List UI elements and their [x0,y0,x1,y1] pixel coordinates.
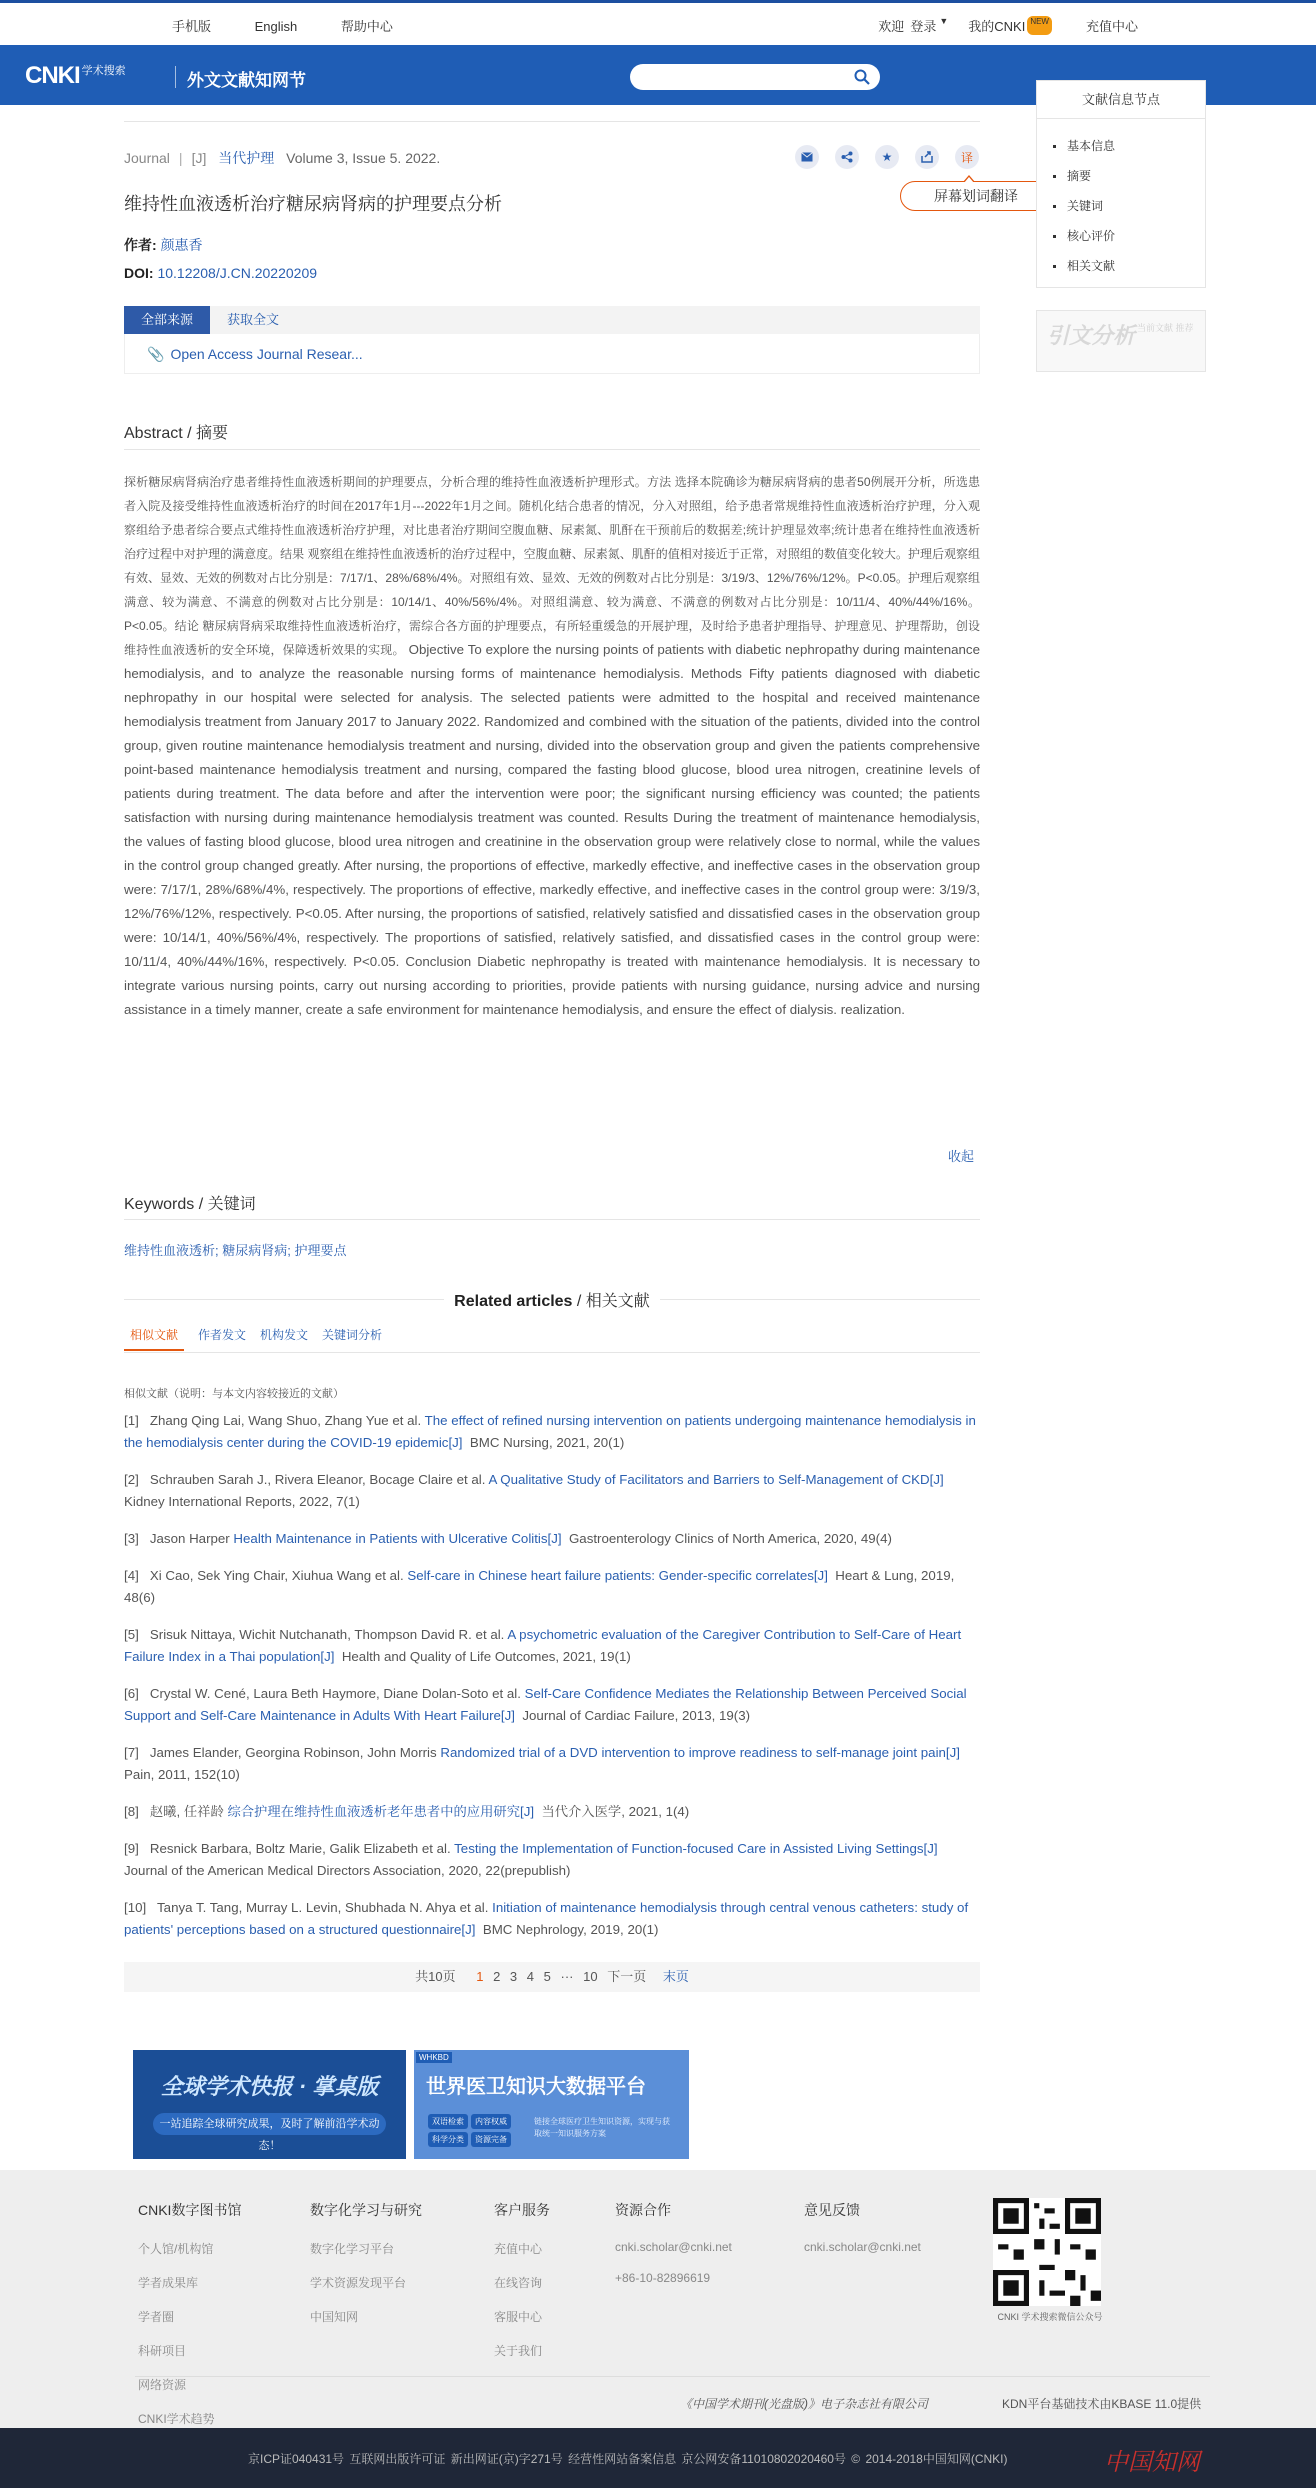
paperclip-icon: 📎 [147,346,165,362]
email-icon[interactable] [795,145,819,169]
search-icon[interactable] [854,69,870,85]
page-10[interactable]: 10 [583,1969,598,1984]
abstract-heading: Abstract / 摘要 [124,425,229,442]
journal-code: [J] [191,150,207,166]
list-item: [9] Resnick Barbara, Boltz Marie, Galik Elizabeth et al. Testing the Implementation of Function-focused Care in Assisted Living Settings[J] Journal of the American Medical Directors Association, 2020, 22(prepublish) [124,1841,938,1878]
keywords-heading: Keywords / 关键词 [124,1196,256,1213]
footer-col-cooperation: 资源合作 cnki.scholar@cnki.net +86-10-82896619 [615,2202,732,2285]
footer-col-library: CNKI数字图书馆 个人馆/机构馆 学者成果库 学者圈 科研项目 网络资源 CNKI学术趋势 [138,2202,242,2426]
abstract-zh: 探析糖尿病肾病治疗患者维持性血液透析期间的护理要点，分析合理的维持性血液透析护理形式。方法 选择本院确诊为糖尿病肾病的患者50例展开分析，所选患者入院及接受维持性血液透析治疗的时间在2017年1月---2022年1月之间。随机化结合患者的情况，分入对照组，给予患者常规维持性血液透析治疗护理，分入观察组给予患者综合要点式维持性血液透析治疗护理，对比患者治疗期间空腹血糖、尿素氮、肌酐在干预前后的数据差;统计护理显效率;统计患者在维持性血液透析治疗过程中对护理的满意度。结果 观察组在维持性血液透析的治疗过程中，空腹血糖、尿素氮、肌酐的值相对接近于正常，对照组的数值变化较大。护理后观察组有效、显效、无效的例数对占比分别是：7/17/1、28%/68%/4%。对照组有效、显效、无效的例数对占比分别是：3/19/3、12%/76%/12%。P<0.05。护理后观察组满意、较为满意、不满意的例数对占比分别是：10/14/1、40%/56%/4%。对照组满意、较为满意、不满意的例数对占比分别是：10/11/4、40%/44%/16%。P<0.05。结论 糖尿病肾病采取维持性血液透析治疗，需综合各方面的护理要点，有所轻重缓急的开展护理，及时给予患者护理指导、护理意见、护理帮助，创设维持性血液透析的安全环境，保障透析效果的实现。 [124,475,980,657]
reference-list [124,1410,980,1956]
list-item: [1] Zhang Qing Lai, Wang Shuo, Zhang Yue et al. The effect of refined nursing intervention on patients undergoing maintenance hemodialysis in the hemodialysis center during the COVID-19 epidemic[J] BMC Nursing, 2021, 20(1) [124,1413,976,1450]
page-3[interactable]: 3 [509,1969,518,1984]
next-page-button[interactable]: 下一页 [607,1969,647,1984]
related-heading: Related articles / 相关文献 [454,1293,650,1310]
nav-abstract[interactable]: 摘要 [1067,161,1205,191]
cnki-brand-logo: 中国知网 [1104,2448,1200,2476]
search-box [630,64,880,90]
welcome-text: 欢迎 [878,19,905,34]
bottom-bar [0,2428,1316,2488]
nav-related[interactable]: 相关文献 [1067,251,1205,281]
article-tools [795,145,979,169]
tab-get-fulltext[interactable]: 获取全文 [226,312,279,327]
site-name: 外文文献知网节 [187,71,306,90]
reference-title-link[interactable]: Initiation of maintenance hemodialysis through central venous catheters: study of patients' perceptions based on a structured questionnaire[J] [124,1900,969,1937]
article-title: 维持性血液透析治疗糖尿病肾病的护理要点分析 [124,194,502,214]
list-item: [6] Crystal W. Cené, Laura Beth Haymore, Diane Dolan-Soto et al. Self-Care Confidence Mediates the Relationship Between Perceived Social Support and Self-Care Maintenance in Adults With Heart Failure[J] Journal of Cardiac Failure, 2013, 19(3) [124,1686,967,1723]
doc-node-nav [1036,80,1206,288]
journal-meta: Journal | [J] 当代护理 Volume 3, Issue 5. 2022. [124,150,441,166]
abstract-text [124,470,980,1022]
page-ellipsis: ··· [560,1969,574,1984]
journal-name-link[interactable]: 当代护理 [218,150,275,166]
banner-academic-express[interactable]: 全球学术快报 · 掌桌版 一站追踪全球研究成果，及时了解前沿学术动态！ [133,2050,406,2159]
last-page-button[interactable]: 末页 [662,1969,689,1984]
tab-author-papers[interactable]: 作者发文 [198,1328,247,1342]
reference-title-link[interactable]: Testing the Implementation of Function-focused Care in Assisted Living Settings[J] [454,1841,938,1856]
list-item: [7] James Elander, Georgina Robinson, John Morris Randomized trial of a DVD intervention to improve readiness to self-manage joint pain[J] Pain, 2011, 152(10) [124,1745,960,1782]
nav-basic-info[interactable]: 基本信息 [1067,131,1205,161]
page-5[interactable]: 5 [543,1969,551,1984]
divider [124,1219,980,1220]
top-right-links [878,16,1138,35]
nav-core-evaluation[interactable]: 核心评价 [1067,221,1205,251]
doi-link[interactable]: 10.12208/J.CN.20220209 [157,265,318,281]
divider [124,121,980,122]
pagination [124,1962,980,1992]
kbase-text: KDN平台基础技术由KBASE 11.0提供 [1002,2397,1202,2411]
divider [124,1352,980,1353]
doc-node-nav-title: 文献信息节点 [1037,81,1205,119]
new-badge: NEW [1027,16,1052,35]
publisher-text: 《中国学术期刊(光盘版)》电子杂志社有限公司 [680,2397,928,2411]
chevron-down-icon[interactable]: ▼ [939,16,949,26]
recharge-link[interactable]: 充值中心 [1085,19,1138,34]
source-box [124,334,980,374]
mobile-link[interactable]: 手机版 [172,19,212,34]
login-link[interactable]: 登录 [910,19,937,34]
cnki-logo[interactable]: CNKI $^{学术搜索}$ [25,62,126,89]
star-icon[interactable]: ★ [875,145,899,169]
page-4[interactable]: 4 [526,1969,535,1984]
footer-col-feedback: 意见反馈 cnki.scholar@cnki.net [804,2202,921,2254]
doc-type: Journal [124,150,170,166]
related-tabs [124,1326,396,1351]
reference-title-link[interactable]: A Qualitative Study of Facilitators and Barriers to Self-Management of CKD[J] [488,1472,944,1487]
footer [0,2170,1316,2428]
license-text: 京ICP证040431号 互联网出版许可证 新出网证(京)字271号 经营性网站备案信息 京公网安备11010802020460号 © 2014-2018中国知网(CNKI) [248,2452,1008,2466]
my-cnki-link[interactable]: 我的CNKI [968,19,1026,34]
source-link[interactable]: 📎 Open Access Journal Resear... [147,346,363,362]
collapse-link[interactable]: 收起 [948,1149,975,1164]
nav-keywords[interactable]: 关键词 [1067,191,1205,221]
english-link[interactable]: English [254,19,298,34]
footer-col-learning: 数字化学习与研究 数字化学习平台 学术资源发现平台 中国知网 [310,2202,422,2324]
journal-volume: Volume 3, Issue 5. 2022. [286,150,441,166]
logo-divider [175,66,176,88]
reference-title-link[interactable]: Self-Care Confidence Mediates the Relationship Between Perceived Social Support and Self-Care Maintenance in Adults With Heart Failure[J] [124,1686,967,1723]
qr-code [993,2198,1101,2306]
reference-title-link[interactable]: Health Maintenance in Patients with Ulcerative Colitis[J] [233,1531,562,1546]
tab-all-sources[interactable]: 全部来源 [124,306,210,334]
page-1[interactable]: 1 [476,1969,484,1984]
list-item: [2] Schrauben Sarah J., Rivera Eleanor, Bocage Claire et al. A Qualitative Study of Facilitators and Barriers to Self-Management of CKD[J] Kidney International Reports, 2022, 7(1) [124,1472,944,1509]
reference-title-link[interactable]: Self-care in Chinese heart failure patients: Gender-specific correlates[J] [407,1568,828,1583]
translate-icon[interactable]: 译 [955,145,979,169]
top-bar [0,0,1316,45]
search-input[interactable] [644,64,854,90]
list-item: [10] Tanya T. Tang, Murray L. Levin, Shubhada N. Ahya et al. Initiation of maintenance hemodialysis through central venous catheters: study of patients' perceptions based on a structured questionnaire[J] BMC Nephrology, 2019, 20(1) [124,1900,969,1937]
doi-label: DOI: [124,265,154,281]
abstract-en: Objective To explore the nursing points of patients with diabetic nephropathy during maintenance hemodialysis, and to analyze the reasonable nursing forms of maintenance hemodialysis. Methods Fifty patients diagnosed with diabetic nephropathy in our hospital were selected for analysis. The selected patients were admitted to the hospital and received maintenance hemodialysis treatment from January 2017 to January 2022. Randomized and combined with the situation of the patients, divided into the control group, given routine maintenance hemodialysis treatment and nursing, divided into the observation group and given the patients comprehensive point-based maintenance hemodialysis treatment and nursing, compared the fasting blood glucose, blood urea nitrogen, creatinine levels of patients during treatment. The data before and after the intervention were poor; the significant nursing efficiency was counted; the patients satisfaction with nursing during maintenance hemodialysis treatment was counted. Results During the treatment of maintenance hemodialysis, the values of fasting blood glucose, blood urea nitrogen and creatinine in the observation group were relatively close to normal, while the values in the control group changed greatly. After nursing, the proportions of effective, markedly effective, and ineffective cases in the observation group were: 7/17/1, 28%/68%/4%, respectively. The proportions of effective, markedly effective, and ineffective cases in the control group were: 3/19/3, 12%/76%/12%, respectively. P<0.05. After nursing, the proportions of satisfied, relatively satisfied and dissatisfied cases in the observation group were: 10/14/1, 40%/56%/4%, respectively. The proportions of satisfied, relatively satisfied, and dissatisfied cases in the control group were: 10/11/4, 40%/44%/16%, respectively. P<0.05. Conclusion Diabetic nephropathy is treated with maintenance hemodialysis. It is necessary to integrate various nursing points, carry out nursing according to priorities, provide patients with nursing guidance, nursing advice and nursing assistance in a timely manner, create a safe environment for maintenance hemodialysis, and ensure the effect of dialysis. realization. [124,642,980,1017]
list-item: [8] 赵曦, 任祥龄 综合护理在维持性血液透析老年患者中的应用研究[J] 当代介入医学, 2021, 1(4) [124,1804,690,1819]
list-item: [4] Xi Cao, Sek Ying Chair, Xiuhua Wang et al. Self-care in Chinese heart failure patients: Gender-specific correlates[J] Heart & Lung, 2019, 48(6) [124,1568,955,1605]
author-link[interactable]: 颜惠香 [160,237,203,253]
export-icon[interactable] [915,145,939,169]
reference-title-link[interactable]: 综合护理在维持性血液透析老年患者中的应用研究[J] [227,1804,535,1819]
page-2[interactable]: 2 [493,1969,501,1984]
divider [135,2376,1210,2377]
reference-title-link[interactable]: Randomized trial of a DVD intervention to improve readiness to self-manage joint pain[J] [440,1745,960,1760]
page-total: 共10页 [415,1969,456,1984]
tab-institution-papers[interactable]: 机构发文 [260,1328,309,1342]
banner-medical-platform[interactable]: WHKBD 世界医卫知识大数据平台 双语检索 内容权威 科学分类 资源完备 链接全球医疗卫生知识资源，实现与获取统一知识服务方案 [414,2050,689,2159]
reference-title-link[interactable]: A psychometric evaluation of the Caregiver Contribution to Self-Care of Heart Failure Index in a Thai population[J] [124,1627,962,1664]
divider [124,449,980,450]
list-item: [5] Srisuk Nittaya, Wichit Nutchanath, Thompson David R. et al. A psychometric evaluation of the Caregiver Contribution to Self-Care of Heart Failure Index in a Thai population[J] Health and Quality of Life Outcomes, 2021, 19(1) [124,1627,962,1664]
reference-title-link[interactable]: The effect of refined nursing intervention on patients undergoing maintenance hemodialysis in the hemodialysis center during the COVID-19 epidemic[J] [124,1413,976,1450]
doi-line [124,265,317,281]
qr-caption: CNKI 学术搜索微信公众号 [997,2312,1103,2322]
help-link[interactable]: 帮助中心 [340,19,393,34]
translate-tooltip: 屏幕划词翻译 [900,181,1052,211]
tab-keyword-analysis[interactable]: 关键词分析 [322,1328,383,1342]
share-icon[interactable] [835,145,859,169]
tab-similar[interactable]: 相似文献 [124,1326,184,1351]
top-left-links [172,16,433,35]
author-line [124,235,203,255]
keywords-list[interactable]: 维持性血液透析; 糖尿病肾病; 护理要点 [124,1243,347,1258]
author-label: 作者: [124,237,157,253]
footer-col-service: 客户服务 充值中心 在线咨询 客服中心 关于我们 [494,2202,550,2358]
source-tabs [124,306,980,334]
related-note: 相似文献（说明：与本文内容较接近的文献） [124,1388,344,1400]
list-item: [3] Jason Harper Health Maintenance in Patients with Ulcerative Colitis[J] Gastroenterology Clinics of North America, 2020, 49(4) [124,1531,892,1546]
citation-analysis-ad[interactable]: 引文分析 当前文献 推荐 [1036,310,1206,372]
